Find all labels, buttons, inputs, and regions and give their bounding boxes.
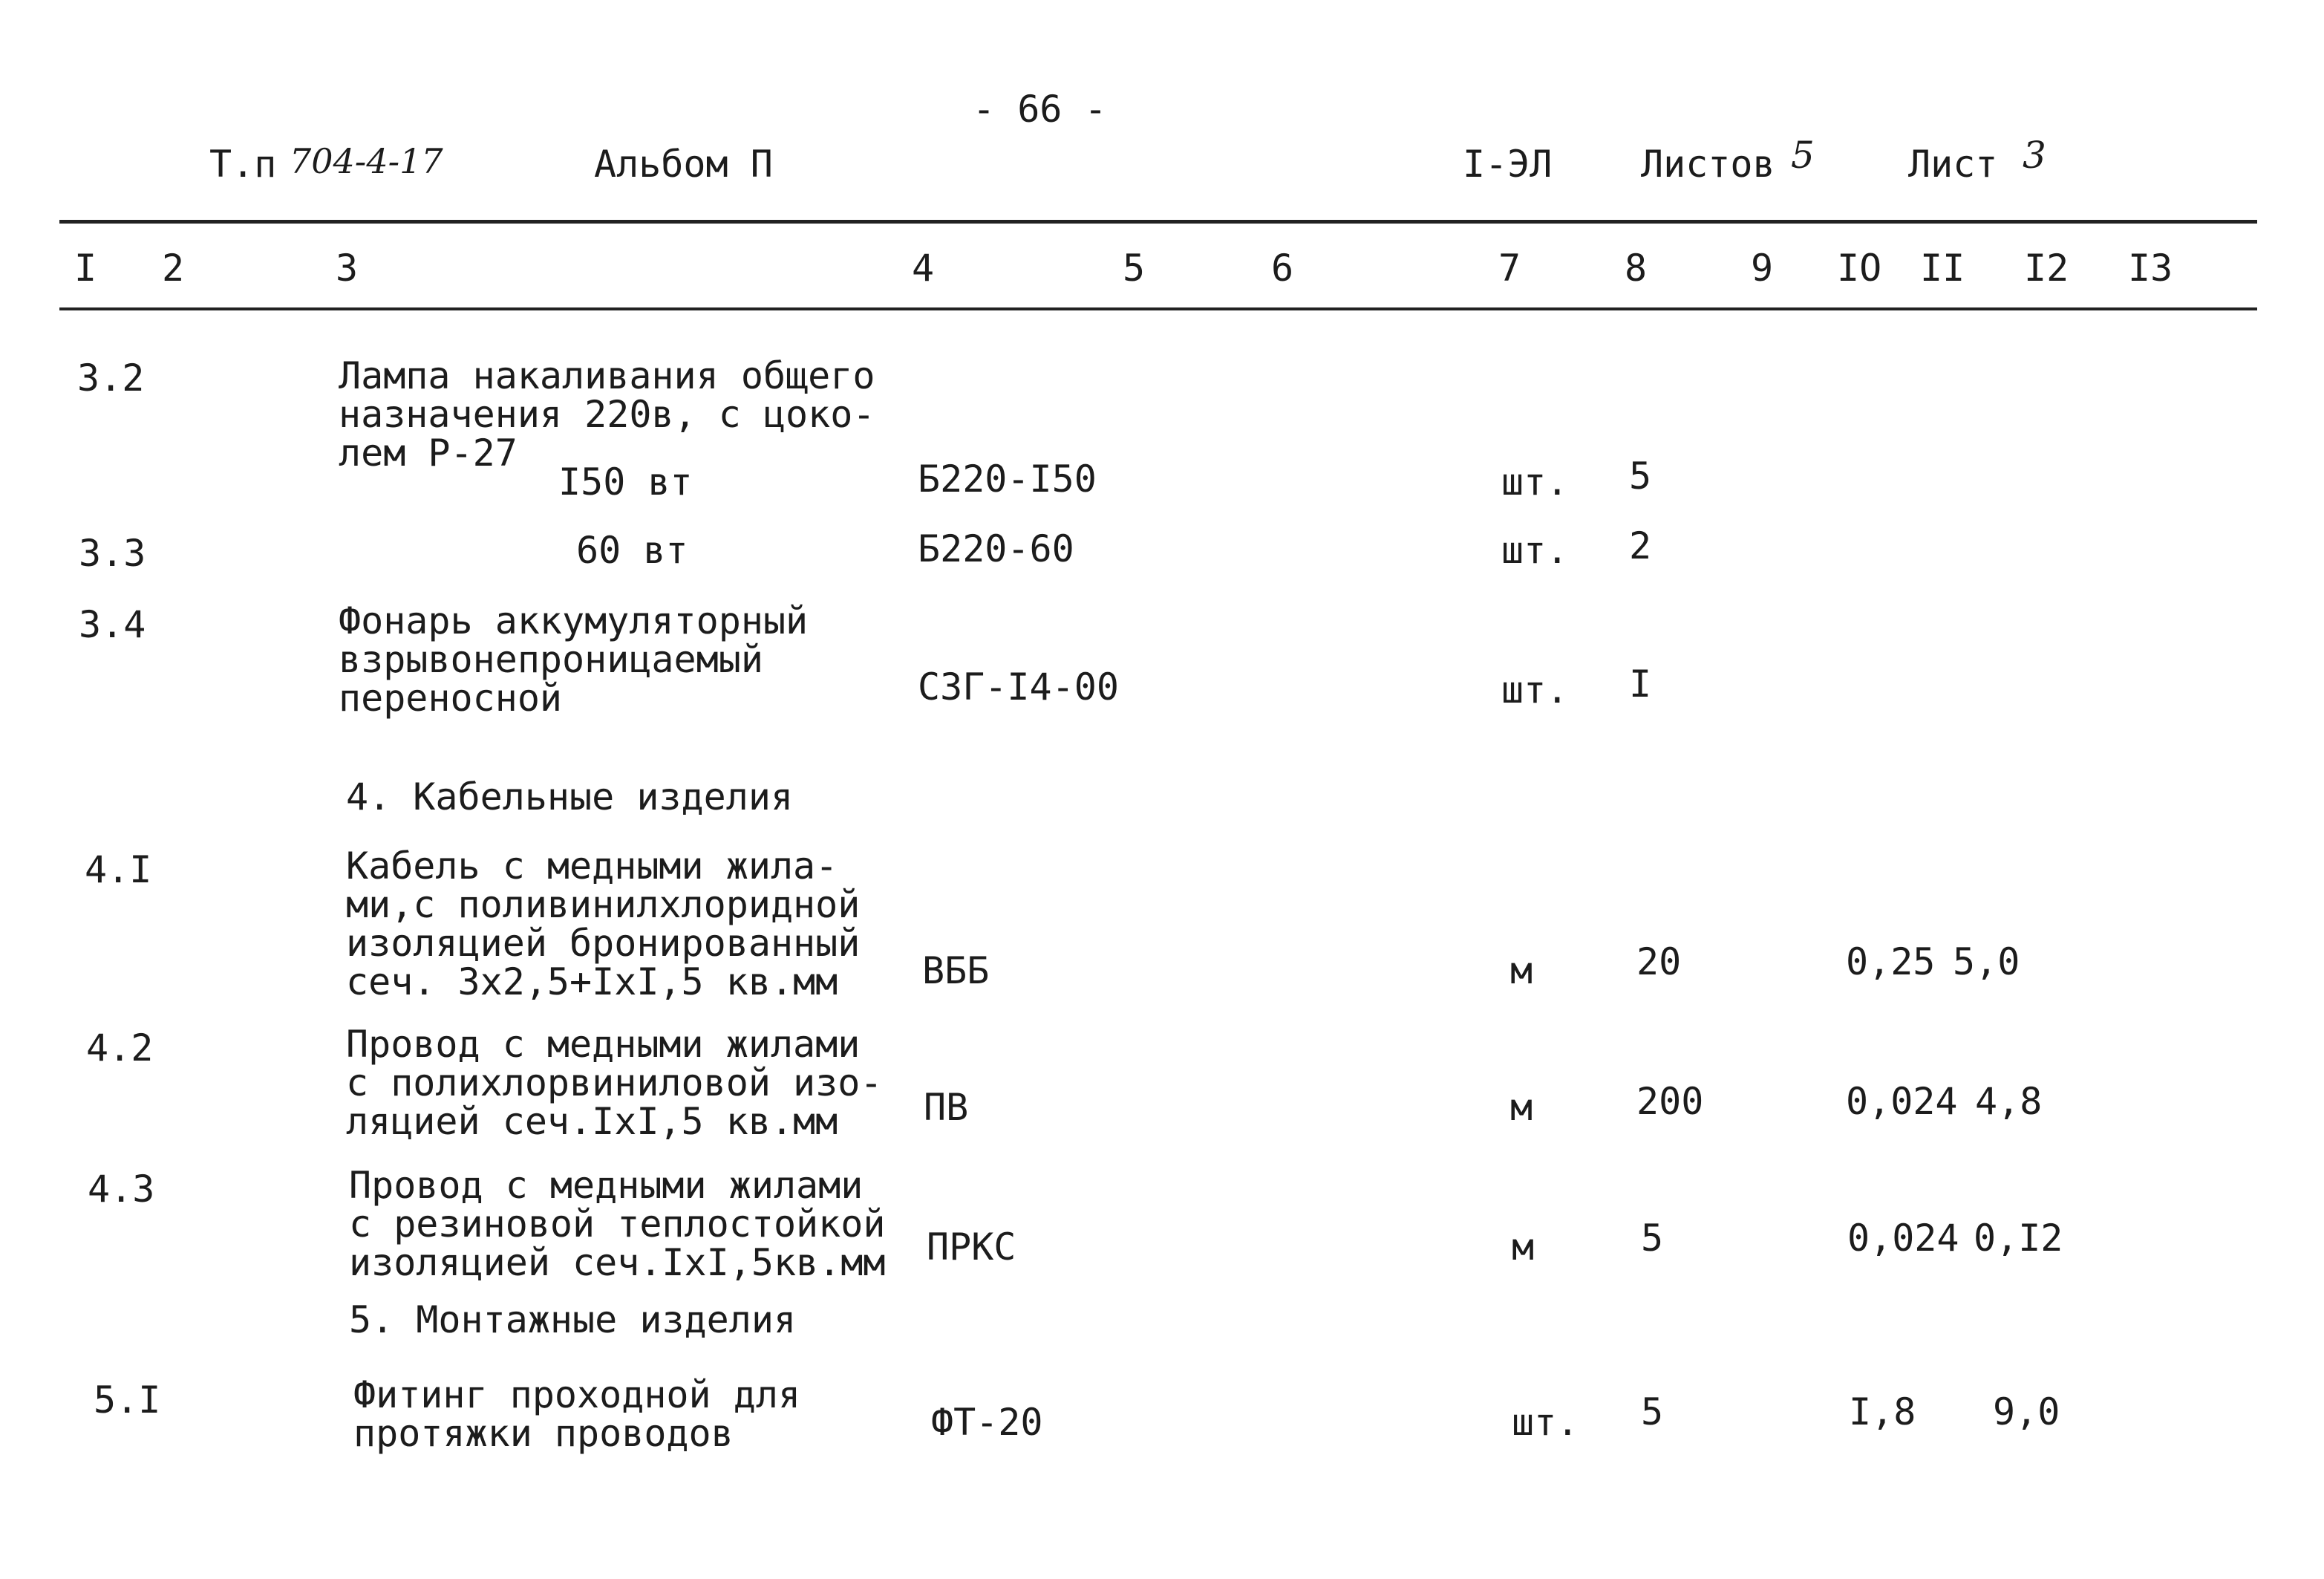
item-col-10: 0,024 [1847, 1217, 1959, 1260]
position-number: 3.4 [79, 603, 146, 646]
column-header-10: IO [1837, 247, 1882, 290]
item-quantity: 5 [1641, 1217, 1664, 1260]
column-header-11: II [1920, 247, 1965, 290]
page-number: - 66 - [973, 88, 1107, 131]
item-mark: ПРКС [927, 1225, 1016, 1269]
item-unit: м [1512, 1225, 1535, 1269]
position-number: 4.3 [88, 1168, 155, 1211]
item-name: Фитинг проходной для протяжки проводов [353, 1373, 801, 1455]
item-col-11: 9,0 [1993, 1390, 2060, 1433]
item-col-11: 4,8 [1975, 1080, 2043, 1123]
position-number: 5.I [94, 1378, 161, 1422]
section-heading: 5. Монтажные изделия [349, 1298, 797, 1341]
project-prefix: Т.п [209, 143, 277, 186]
section-heading: 4. Кабельные изделия [346, 775, 794, 818]
item-col-11: 5,0 [1953, 940, 2020, 983]
item-mark: ВББ [922, 949, 990, 992]
column-header-4: 4 [912, 247, 935, 290]
column-header-1: I [74, 247, 97, 290]
item-quantity: I [1629, 662, 1652, 706]
item-name: I50 вт [558, 460, 693, 504]
item-name: Провод с медными жилами с полихлорвиниловой изо- ляцией сеч.IхI,5 кв.мм [346, 1023, 883, 1143]
column-header-13: I3 [2128, 247, 2173, 290]
item-quantity: 5 [1629, 455, 1652, 498]
sheet-label: Лист [1908, 143, 1998, 186]
column-header-9: 9 [1751, 247, 1774, 290]
item-mark: СЗГ-I4-00 [918, 665, 1119, 709]
item-name: Кабель с медными жила- ми,с поливинилхлоридной изоляцией бронированный сеч. 3х2,5+IхI,5 кв.мм [346, 844, 861, 1003]
item-mark: ПВ [924, 1086, 969, 1129]
item-mark: ФТ-20 [931, 1401, 1043, 1444]
item-quantity: 5 [1641, 1390, 1664, 1433]
item-quantity: 20 [1636, 940, 1682, 983]
column-header-8: 8 [1625, 247, 1648, 290]
item-name: Фонарь аккумуляторный взрывонепроницаемый переносной [339, 599, 809, 720]
project-code: 704-4-17 [290, 141, 443, 181]
column-header-5: 5 [1123, 247, 1146, 290]
sheets-label: Листов [1641, 143, 1775, 186]
column-header-2: 2 [162, 247, 185, 290]
position-number: 4.I [85, 848, 152, 891]
item-mark: Б220-60 [918, 527, 1074, 570]
item-col-10: 0,25 [1846, 940, 1936, 983]
sheet-mark: I-ЭЛ [1463, 143, 1553, 186]
item-unit: шт. [1512, 1401, 1579, 1444]
item-unit: м [1510, 949, 1533, 992]
album-label: Альбом П [594, 143, 773, 186]
item-col-10: 0,024 [1846, 1080, 1958, 1123]
item-mark: Б220-I50 [918, 458, 1097, 501]
column-header-6: 6 [1271, 247, 1294, 290]
column-header-7: 7 [1498, 247, 1521, 290]
item-name: Лампа накаливания общего назначения 220в, с цоко- лем Р-27 [339, 354, 875, 475]
item-name: Провод с медными жилами с резиновой теплостойкой изоляцией сеч.IхI,5кв.мм [349, 1164, 886, 1284]
item-quantity: 2 [1629, 524, 1652, 567]
position-number: 3.2 [77, 357, 145, 400]
item-col-11: 0,I2 [1974, 1217, 2063, 1260]
table-top-rule [59, 220, 2257, 224]
column-header-12: I2 [2024, 247, 2069, 290]
position-number: 3.3 [79, 532, 146, 575]
item-quantity: 200 [1636, 1080, 1704, 1123]
item-unit: шт. [1501, 668, 1569, 712]
item-unit: шт. [1501, 529, 1569, 572]
sheet-number: 3 [2023, 134, 2046, 177]
position-number: 4.2 [86, 1026, 154, 1070]
item-name: 60 вт [576, 529, 688, 572]
item-unit: м [1510, 1086, 1533, 1129]
table-header-rule [59, 307, 2257, 310]
item-col-10: I,8 [1849, 1390, 1916, 1433]
sheets-count: 5 [1791, 134, 1815, 177]
column-header-3: 3 [336, 247, 359, 290]
item-unit: шт. [1501, 460, 1569, 504]
